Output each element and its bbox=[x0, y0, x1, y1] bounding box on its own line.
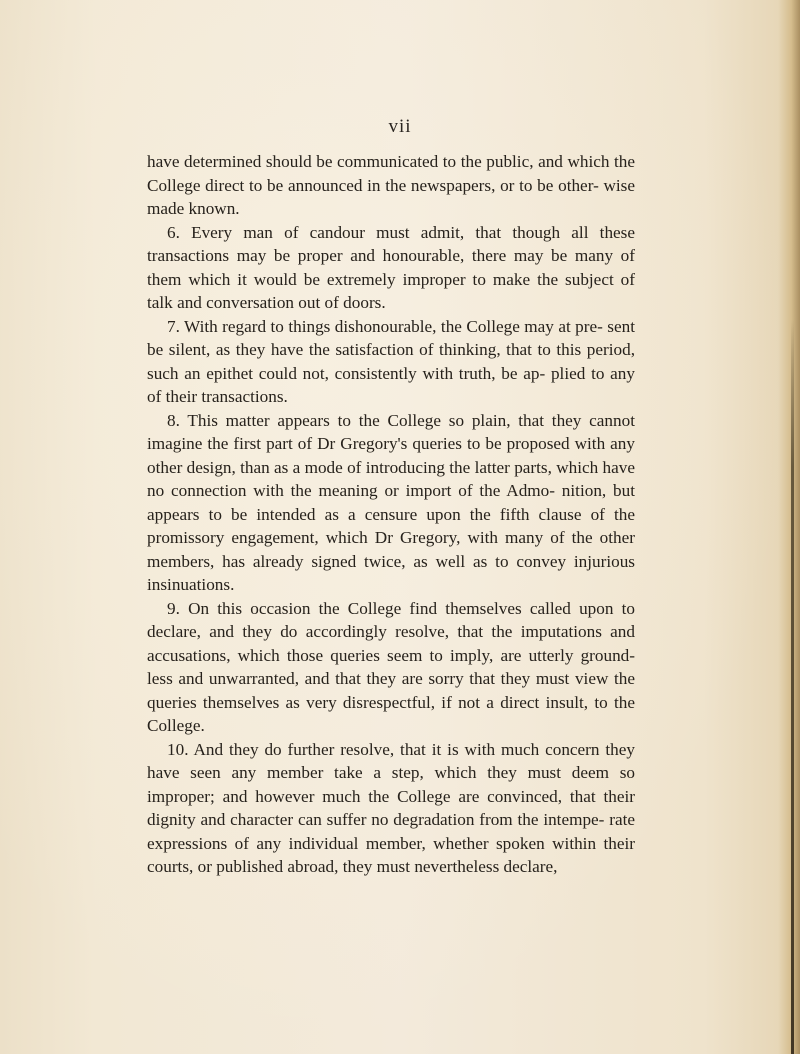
paragraph-7: 7. With regard to things dishonourable, the College may at pre- sent be silent, as they have the satisfaction of thinking, that to this period, such an epithet could not, consistently with truth, be ap- plied to any of their transactions. bbox=[147, 316, 635, 406]
binding-edge-line bbox=[791, 320, 794, 1054]
paragraph-8: 8. This matter appears to the College so plain, that they cannot imagine the first part of Dr Gregory's queries to be proposed with any other design, than as a mode of introducing the latter parts, which have no connection with the meaning or import of the Admo- nition, but appears to be intended as a censure upon the fifth clause of the promissory engagement, which Dr Gregory, with many of the other members, has already signed twice, as well as to convey injurious insinuations. bbox=[147, 410, 635, 594]
body-text bbox=[147, 150, 635, 879]
paragraph-9: 9. On this occasion the College find themselves called upon to declare, and they do accordingly resolve, that the imputations and accusations, which those queries seem to imply, are utterly ground- less and unwarranted, and that they are sorry that they must view the queries themselves as very disrespectful, if not a direct insult, to the College. bbox=[147, 598, 635, 735]
paragraph-continuation: have determined should be communicated to the public, and which the College direct to be announced in the newspapers, or to be other- wise made known. bbox=[147, 152, 635, 218]
page-number: vii bbox=[388, 116, 412, 137]
paragraph-10: 10. And they do further resolve, that it is with much concern they have seen any member take a step, which they must deem so improper; and however much the College are convinced, that their dignity and character can suffer no degradation from the intempe- rate expressions of any individual member, whether spoken within their courts, or published abroad, they must nevertheless declare, bbox=[147, 739, 635, 876]
paragraph-6: 6. Every man of candour must admit, that though all these transactions may be proper and honourable, there may be many of them which it would be extremely improper to make the subject of talk and conversation out of doors. bbox=[147, 222, 635, 312]
page-edge-shadow bbox=[778, 0, 800, 1054]
